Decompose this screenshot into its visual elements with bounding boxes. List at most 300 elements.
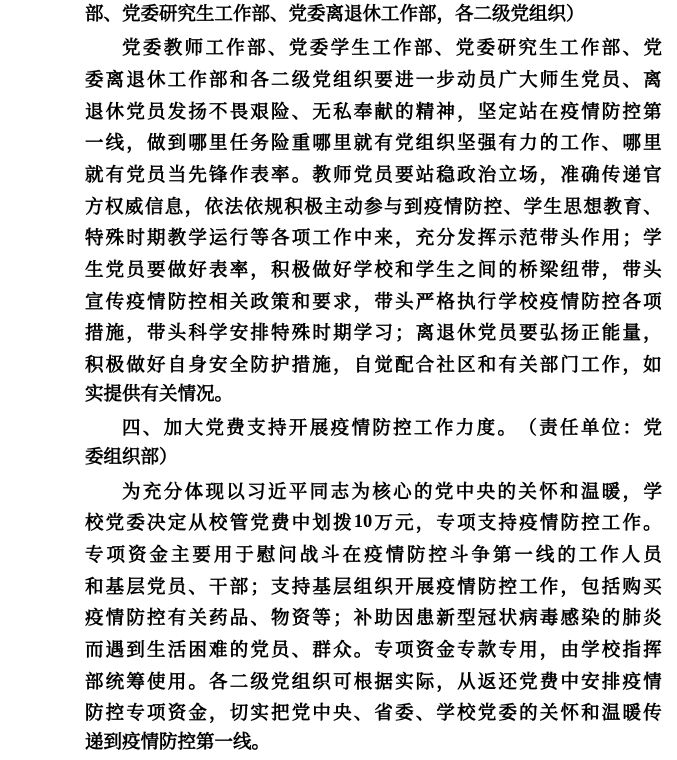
text-glyph: 之 — [457, 261, 476, 282]
text-glyph: 积 — [271, 261, 290, 282]
text-glyph: 控 — [581, 514, 600, 535]
text-glyph: 如 — [643, 356, 662, 377]
text-glyph: 用 — [213, 545, 233, 566]
text-glyph: 包 — [581, 577, 600, 598]
text-glyph: 就 — [353, 134, 373, 155]
text-glyph: 项 — [291, 229, 311, 250]
text-glyph: 控 — [393, 419, 412, 440]
text-glyph: 专 — [498, 640, 517, 661]
text-glyph: 员 — [147, 166, 166, 187]
text-glyph: 率 — [271, 166, 290, 187]
text-glyph: 排 — [601, 672, 621, 693]
text-glyph: 治 — [477, 166, 497, 187]
text-glyph: ， — [643, 324, 662, 345]
document-body — [85, 0, 662, 760]
text-glyph: 私 — [333, 102, 352, 123]
text-glyph: 实 — [395, 672, 414, 693]
text-glyph: 教 — [167, 229, 187, 250]
text-glyph: ， — [457, 102, 476, 123]
text-glyph: 带 — [374, 292, 393, 313]
text-glyph: 在 — [342, 545, 362, 566]
text-glyph: 站 — [519, 102, 538, 123]
text-line — [85, 127, 662, 159]
text-line — [85, 95, 662, 127]
text-glyph: 立 — [498, 166, 517, 187]
text-glyph: 线 — [105, 134, 125, 155]
text-glyph: 防 — [85, 704, 104, 725]
text-glyph: 党 — [519, 672, 538, 693]
text-glyph: 关 — [188, 609, 207, 630]
text-glyph: 单 — [580, 419, 600, 440]
text-glyph: 关 — [518, 482, 537, 503]
text-glyph: 、 — [643, 197, 662, 218]
text-glyph: 作 — [580, 39, 600, 60]
text-glyph: 能 — [601, 324, 621, 345]
text-glyph: 退 — [436, 324, 455, 345]
text-glyph: 志 — [330, 482, 350, 503]
text-glyph: 策 — [271, 292, 290, 313]
text-glyph: 行 — [477, 292, 497, 313]
text-glyph: 持 — [498, 514, 517, 535]
text-glyph: 党 — [477, 704, 497, 725]
text-glyph: 战 — [299, 545, 319, 566]
text-glyph: 控 — [188, 292, 207, 313]
text-glyph: 党 — [353, 166, 373, 187]
text-glyph: 要 — [374, 71, 393, 92]
text-glyph: 教 — [312, 166, 331, 187]
text-glyph: 群 — [312, 640, 331, 661]
text-line: 委组织部） — [85, 448, 178, 469]
text-glyph: 充 — [142, 482, 162, 503]
text-glyph: 、 — [622, 71, 641, 92]
text-glyph: 关 — [229, 292, 249, 313]
text-glyph: 资 — [127, 545, 147, 566]
text-glyph: 组 — [353, 577, 373, 598]
text-glyph: 级 — [291, 71, 311, 92]
text-glyph: 党 — [205, 419, 224, 440]
text-glyph: 动 — [344, 197, 363, 218]
text-glyph: 控 — [147, 609, 166, 630]
text-glyph: 严 — [415, 292, 435, 313]
text-glyph: 疫 — [85, 609, 104, 630]
text-glyph: 施 — [105, 324, 125, 345]
text-glyph: 好 — [188, 261, 207, 282]
text-glyph: 育 — [623, 197, 642, 218]
text-glyph: 的 — [601, 609, 621, 630]
text-glyph: 先 — [188, 166, 207, 187]
text-glyph: 和 — [229, 71, 249, 92]
text-glyph: 委 — [126, 514, 145, 535]
text-glyph: 离 — [105, 71, 125, 92]
text-line — [85, 317, 662, 349]
text-glyph: 做 — [147, 134, 166, 155]
text-glyph: 力 — [519, 134, 538, 155]
text-glyph: 作 — [539, 577, 559, 598]
text-glyph: 校 — [601, 640, 621, 661]
text-line: 实提供有关情况。 — [85, 384, 234, 405]
text-glyph: 由 — [560, 640, 579, 661]
text-glyph: 情 — [539, 514, 559, 535]
text-glyph: 、 — [503, 197, 523, 218]
text-glyph: 第 — [643, 102, 662, 123]
text-glyph: 筹 — [126, 672, 145, 693]
text-glyph: 作 — [393, 39, 412, 60]
text-glyph: 学 — [643, 482, 662, 503]
text-glyph: 护 — [271, 356, 290, 377]
text-glyph: 防 — [560, 514, 579, 535]
text-glyph: 难 — [209, 640, 228, 661]
text-glyph: 部 — [209, 71, 228, 92]
text-glyph: 控 — [483, 197, 503, 218]
text-glyph: 同 — [309, 482, 329, 503]
text-glyph: 中 — [291, 514, 311, 535]
text-glyph: 献 — [374, 102, 393, 123]
text-glyph: 暖 — [601, 482, 621, 503]
text-glyph: 专 — [457, 640, 476, 661]
text-glyph: 退 — [126, 71, 145, 92]
text-glyph: 头 — [560, 229, 579, 250]
text-glyph: 学 — [209, 324, 228, 345]
text-glyph: 觉 — [374, 356, 393, 377]
text-glyph: 期 — [147, 229, 166, 250]
text-glyph: 思 — [563, 197, 583, 218]
text-glyph: 做 — [312, 261, 331, 282]
text-glyph: 。 — [353, 640, 373, 661]
text-glyph: 疫 — [364, 545, 383, 566]
text-glyph: 生 — [436, 261, 455, 282]
text-glyph: 习 — [247, 482, 266, 503]
text-glyph: 师 — [333, 166, 352, 187]
text-glyph: 作 — [229, 166, 249, 187]
text-glyph: 情 — [351, 419, 370, 440]
text-glyph: 用 — [601, 229, 621, 250]
text-glyph: 党 — [288, 39, 308, 60]
text-glyph: 核 — [372, 482, 391, 503]
text-glyph: 主 — [170, 545, 190, 566]
text-glyph: 精 — [415, 102, 435, 123]
text-glyph: 的 — [539, 134, 559, 155]
text-glyph: 物 — [271, 609, 290, 630]
text-glyph: 生 — [85, 261, 104, 282]
text-glyph: 和 — [395, 261, 414, 282]
text-glyph: 工 — [519, 577, 538, 598]
text-glyph: 扬 — [188, 102, 207, 123]
text-glyph: 展 — [309, 419, 329, 440]
text-glyph: 、 — [415, 704, 435, 725]
text-glyph: 要 — [519, 324, 538, 345]
text-glyph: ， — [395, 229, 414, 250]
text-glyph: 险 — [271, 102, 290, 123]
text-glyph: 持 — [268, 419, 287, 440]
text-glyph: 购 — [622, 577, 641, 598]
text-glyph: 工 — [414, 419, 433, 440]
text-glyph: 头 — [395, 292, 414, 313]
text-glyph: 排 — [250, 324, 269, 345]
text-glyph: 为 — [122, 482, 141, 503]
text-glyph: 为 — [351, 482, 370, 503]
text-glyph: ， — [539, 640, 559, 661]
text-glyph: 党 — [455, 39, 475, 60]
text-line — [85, 348, 662, 380]
text-glyph: 情 — [643, 672, 662, 693]
text-glyph: 运 — [209, 229, 228, 250]
text-glyph: 带 — [147, 324, 166, 345]
text-glyph: 无 — [312, 102, 331, 123]
text-glyph: 部 — [85, 672, 104, 693]
text-line — [85, 222, 662, 254]
text-line — [85, 665, 662, 697]
text-glyph: 离 — [415, 324, 435, 345]
text-glyph: 退 — [85, 102, 104, 123]
text-glyph: 情 — [560, 292, 579, 313]
text-line: 部、党委研究生工作部、党委离退休工作部，各二级党组织） — [85, 5, 585, 25]
text-glyph: 委 — [85, 71, 104, 92]
text-glyph: 广 — [498, 71, 517, 92]
text-glyph: 师 — [184, 39, 204, 60]
text-glyph: 信 — [144, 197, 164, 218]
text-glyph: 防 — [372, 419, 391, 440]
text-glyph: 好 — [333, 261, 352, 282]
paragraph — [85, 32, 662, 412]
text-glyph: 学 — [523, 197, 543, 218]
text-glyph: 习 — [374, 324, 393, 345]
text-glyph: 肺 — [622, 609, 641, 630]
text-glyph: 毒 — [539, 609, 559, 630]
text-line — [85, 538, 662, 570]
text-glyph: 一 — [85, 134, 104, 155]
text-glyph: 做 — [167, 261, 187, 282]
text-glyph: 头 — [643, 261, 662, 282]
text-glyph: 配 — [395, 356, 414, 377]
text-line — [85, 158, 662, 190]
text-glyph: 部 — [601, 39, 621, 60]
text-glyph: 中 — [312, 704, 331, 725]
text-glyph: 校 — [519, 292, 538, 313]
text-glyph: 元 — [395, 514, 414, 535]
text-glyph: 暖 — [622, 704, 641, 725]
text-glyph: 。 — [643, 514, 662, 535]
text-glyph: 括 — [601, 577, 621, 598]
text-glyph: 工 — [578, 545, 598, 566]
text-glyph: 万 — [374, 514, 393, 535]
text-line — [85, 412, 662, 444]
text-glyph: 织 — [353, 71, 373, 92]
text-glyph: 有 — [374, 134, 393, 155]
text-glyph: 方 — [85, 197, 104, 218]
text-glyph: 研 — [497, 39, 516, 60]
text-glyph: 充 — [415, 229, 435, 250]
text-glyph: 作 — [188, 71, 207, 92]
text-glyph: 关 — [519, 356, 538, 377]
text-glyph: 困 — [188, 640, 207, 661]
text-glyph: 把 — [271, 704, 290, 725]
text-glyph: 党 — [291, 704, 311, 725]
text-glyph: 等 — [250, 229, 269, 250]
text-glyph: 有 — [498, 134, 517, 155]
text-glyph: 款 — [477, 640, 497, 661]
text-glyph: 专 — [436, 514, 455, 535]
text-glyph: 教 — [163, 39, 183, 60]
text-glyph: 哪 — [622, 134, 641, 155]
text-glyph: 近 — [268, 482, 287, 503]
text-glyph: 正 — [581, 324, 600, 345]
text-glyph: 学 — [436, 704, 455, 725]
text-glyph: 工 — [167, 71, 187, 92]
text-glyph: 温 — [580, 482, 600, 503]
text-glyph: 切 — [229, 704, 249, 725]
text-glyph: 员 — [147, 102, 166, 123]
text-glyph: 费 — [226, 419, 245, 440]
text-line — [85, 63, 662, 95]
text-glyph: 行 — [229, 229, 249, 250]
text-glyph: 哪 — [312, 134, 331, 155]
text-glyph: 休 — [105, 102, 125, 123]
text-glyph: 等 — [312, 609, 331, 630]
text-glyph: 度 — [476, 419, 496, 440]
text-glyph: ： — [622, 419, 642, 440]
text-glyph: 极 — [105, 356, 125, 377]
text-glyph: 疫 — [436, 577, 455, 598]
text-glyph: 可 — [333, 672, 352, 693]
text-glyph: 里 — [643, 134, 662, 155]
text-glyph: 科 — [188, 324, 207, 345]
text-glyph: 区 — [457, 356, 476, 377]
text-glyph: 党 — [105, 261, 125, 282]
text-glyph: 有 — [167, 609, 187, 630]
text-glyph: 控 — [498, 577, 517, 598]
text-line — [85, 285, 662, 317]
text-glyph: 生 — [543, 197, 563, 218]
text-glyph: 从 — [188, 514, 207, 535]
text-glyph: 学 — [415, 261, 435, 282]
text-glyph: ， — [622, 482, 642, 503]
text-glyph: 就 — [85, 166, 104, 187]
text-glyph: 工 — [560, 39, 579, 60]
text-glyph: 息 — [164, 197, 184, 218]
text-glyph: 规 — [264, 197, 283, 218]
text-glyph: 项 — [395, 640, 414, 661]
paragraph — [85, 412, 662, 475]
text-glyph: 防 — [126, 609, 145, 630]
text-glyph: 党 — [581, 71, 600, 92]
text-glyph: 织 — [436, 134, 455, 155]
text-glyph: 防 — [477, 577, 497, 598]
text-glyph: 离 — [643, 71, 662, 92]
text-glyph: 慰 — [256, 545, 276, 566]
text-glyph: 格 — [436, 292, 455, 313]
text-glyph: 防 — [167, 292, 187, 313]
text-glyph: 依 — [244, 197, 264, 218]
text-glyph: 各 — [250, 71, 269, 92]
text-glyph: 自 — [353, 356, 373, 377]
text-glyph: 到 — [126, 640, 145, 661]
text-glyph: 带 — [581, 261, 600, 282]
text-glyph: 学 — [498, 292, 517, 313]
text-glyph: 责 — [539, 419, 558, 440]
text-glyph: 求 — [333, 292, 352, 313]
text-glyph: 要 — [312, 292, 331, 313]
text-glyph: 干 — [209, 577, 228, 598]
text-glyph: 织 — [374, 577, 393, 598]
text-glyph: 、 — [142, 419, 162, 440]
text-glyph: ， — [333, 356, 352, 377]
text-glyph: 品 — [229, 609, 249, 630]
text-line — [85, 633, 662, 665]
text-glyph: 学 — [330, 39, 350, 60]
text-glyph: 殊 — [291, 324, 311, 345]
text-glyph: 斗 — [449, 545, 469, 566]
text-glyph: 染 — [581, 609, 600, 630]
text-glyph: 专 — [126, 704, 145, 725]
text-glyph: 开 — [288, 419, 308, 440]
text-glyph: 因 — [395, 609, 414, 630]
text-glyph: 。 — [291, 166, 311, 187]
text-glyph: 控 — [622, 102, 641, 123]
text-glyph: 员 — [374, 166, 393, 187]
text-glyph: 的 — [557, 545, 576, 566]
text-glyph: 委 — [395, 704, 414, 725]
text-glyph: 准 — [560, 166, 579, 187]
text-line — [85, 507, 662, 539]
text-glyph: 作 — [581, 229, 600, 250]
text-glyph: 作 — [226, 39, 245, 60]
text-glyph: 从 — [457, 672, 476, 693]
text-glyph: 力 — [455, 419, 475, 440]
text-glyph: 项 — [643, 292, 662, 313]
text-glyph: 员 — [643, 545, 662, 566]
text-glyph: 、 — [353, 704, 373, 725]
text-glyph: 遇 — [105, 640, 125, 661]
text-glyph: 学 — [188, 229, 207, 250]
text-glyph: 决 — [147, 514, 166, 535]
text-glyph: 作 — [600, 545, 619, 566]
text-glyph: 委 — [498, 704, 517, 725]
text-glyph: 温 — [601, 704, 621, 725]
text-glyph: 依 — [204, 197, 224, 218]
text-glyph: 实 — [250, 704, 269, 725]
text-glyph: 工 — [312, 229, 331, 250]
text-glyph: 党 — [312, 71, 331, 92]
text-glyph: 定 — [498, 102, 517, 123]
text-glyph: 、 — [291, 102, 311, 123]
text-glyph: 任 — [229, 134, 249, 155]
text-glyph: 员 — [167, 577, 187, 598]
text-glyph: 间 — [477, 261, 497, 282]
text-glyph: 还 — [498, 672, 517, 693]
text-glyph: 带 — [622, 261, 641, 282]
text-glyph: 与 — [384, 197, 403, 218]
text-glyph: 自 — [167, 356, 187, 377]
text-glyph: 党 — [126, 102, 145, 123]
text-glyph: 中 — [455, 482, 475, 503]
text-glyph: 专 — [85, 545, 104, 566]
text-glyph: 里 — [209, 134, 228, 155]
text-glyph: 、 — [434, 39, 454, 60]
text-glyph: 艰 — [250, 102, 269, 123]
text-glyph: ； — [250, 577, 269, 598]
text-glyph: 示 — [498, 229, 517, 250]
text-glyph: 传 — [643, 704, 662, 725]
text-glyph: 怀 — [560, 704, 579, 725]
text-glyph: 使 — [147, 672, 166, 693]
text-glyph: 政 — [250, 292, 269, 313]
text-glyph: 持 — [291, 577, 311, 598]
text-glyph: 炎 — [643, 609, 662, 630]
text-glyph: 量 — [622, 324, 641, 345]
text-glyph: 积 — [284, 197, 303, 218]
text-glyph: 的 — [497, 482, 516, 503]
text-glyph: 于 — [235, 545, 254, 566]
